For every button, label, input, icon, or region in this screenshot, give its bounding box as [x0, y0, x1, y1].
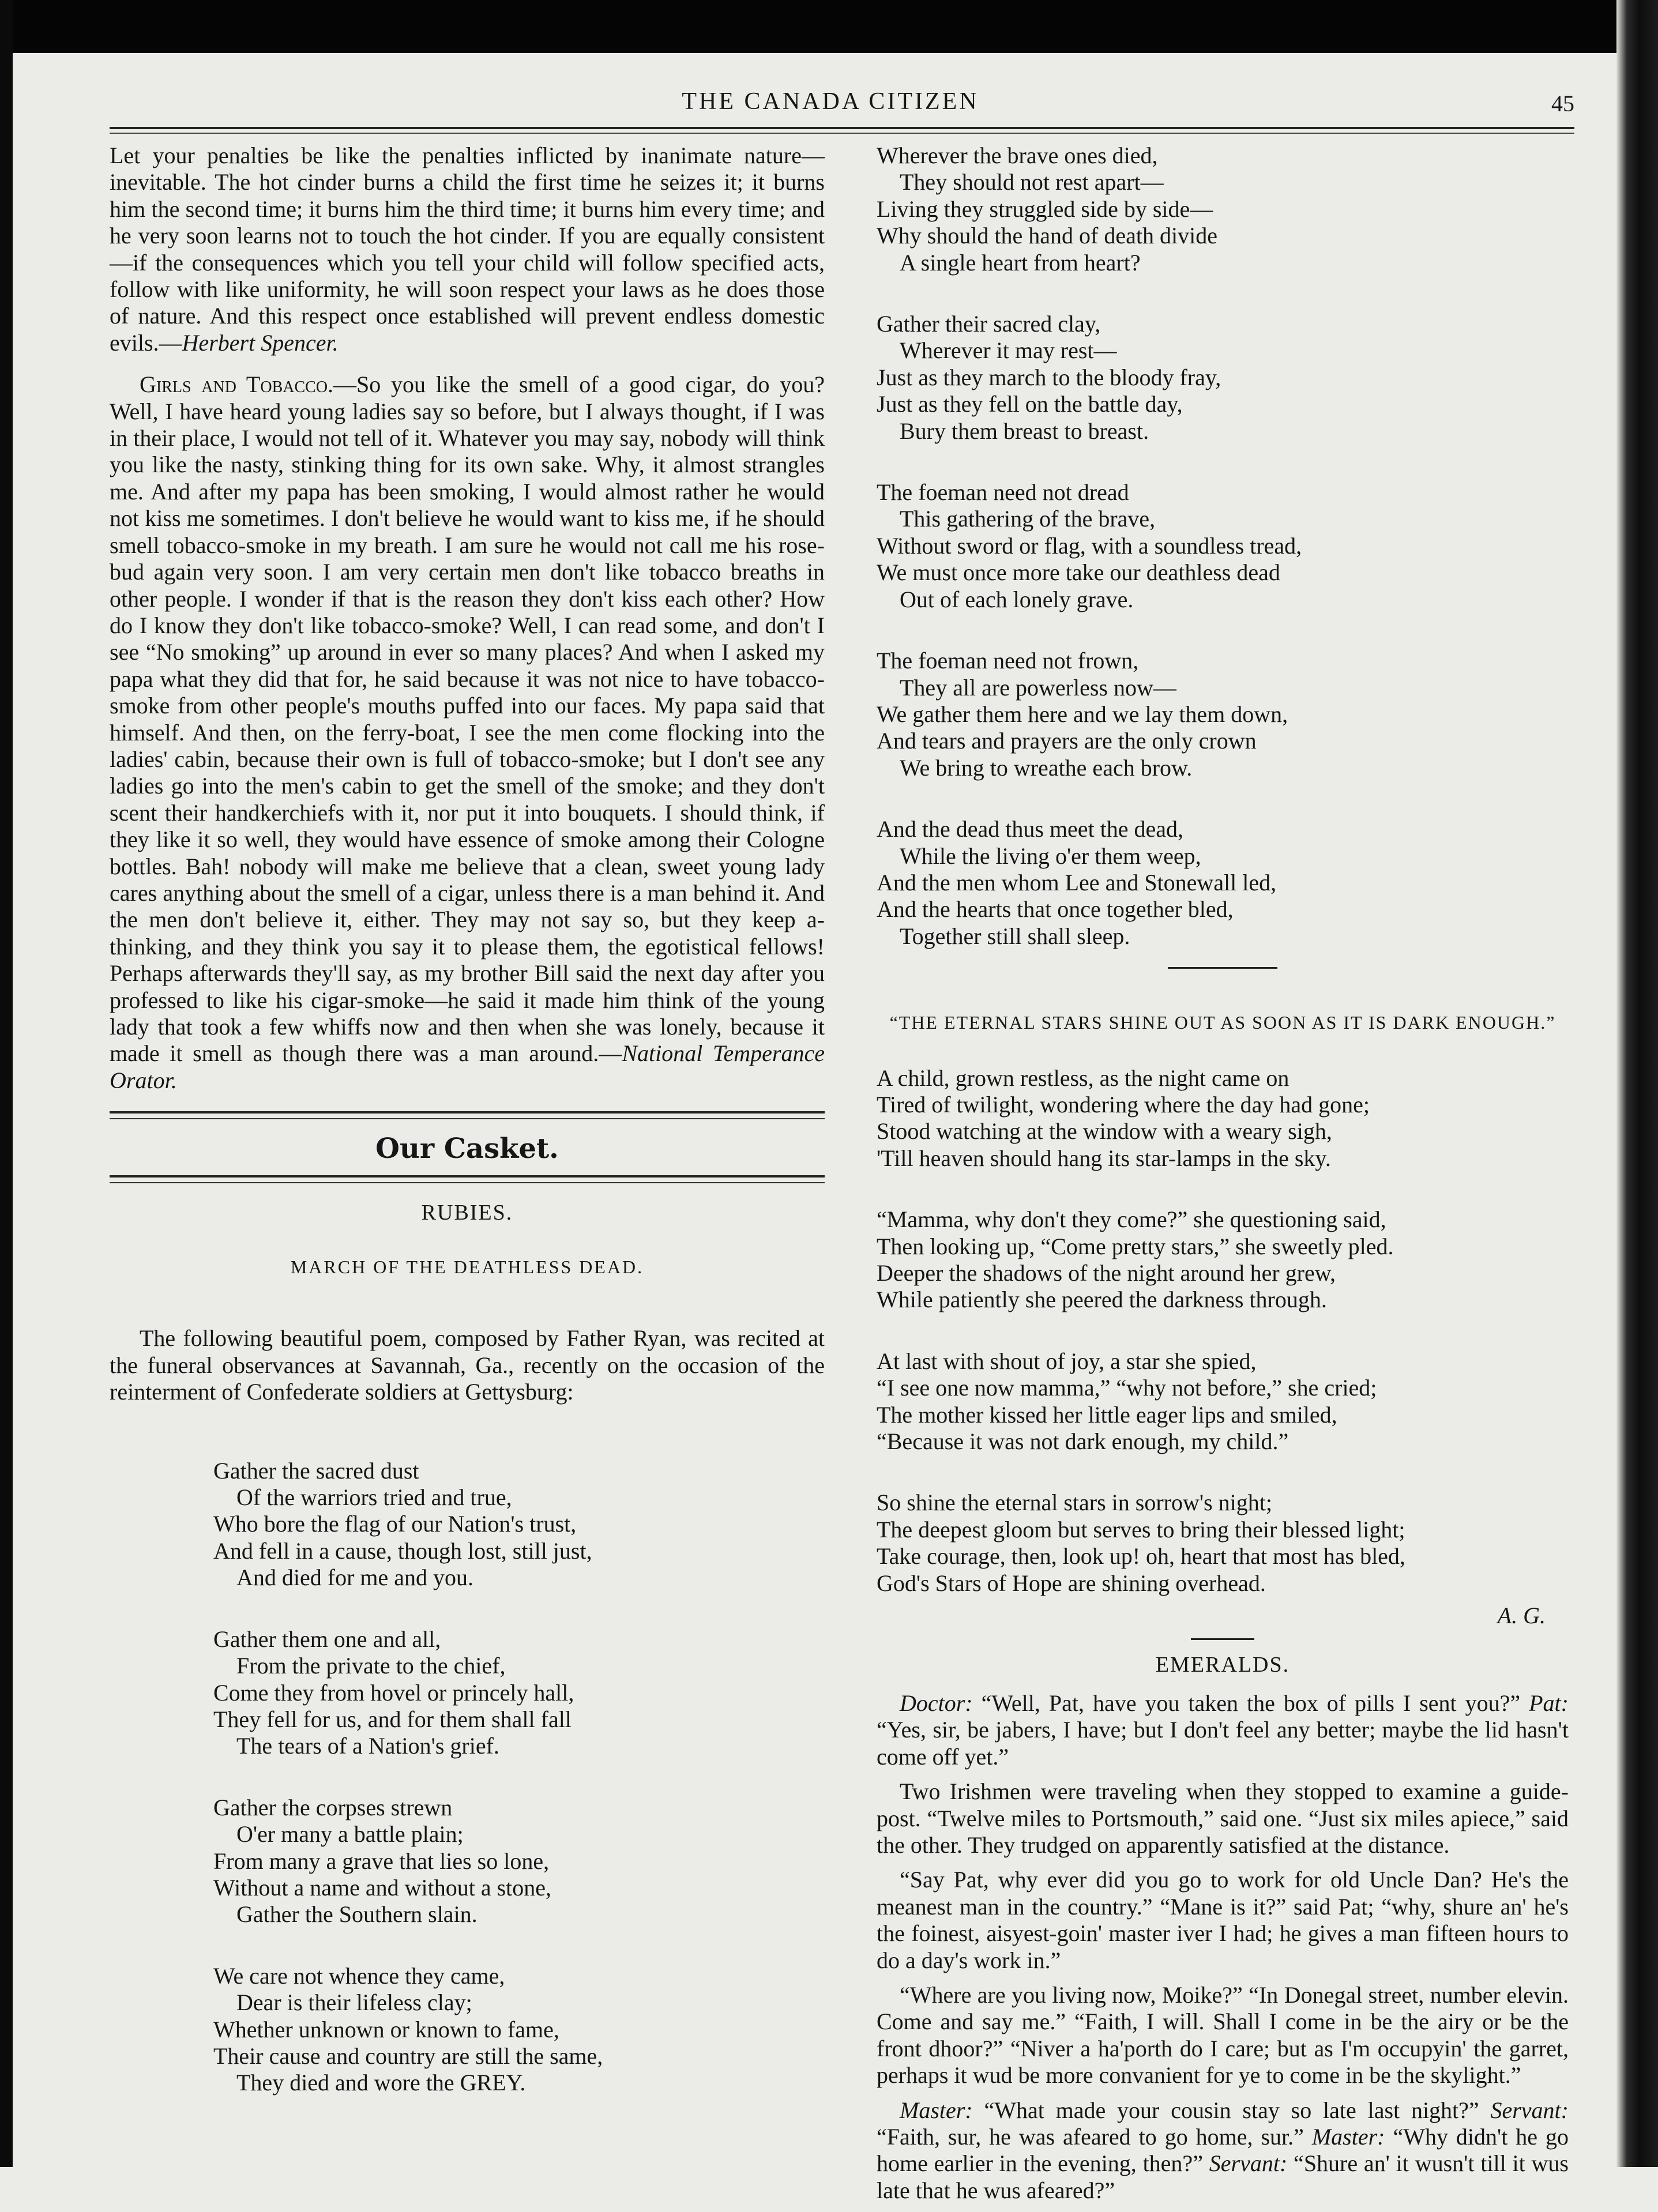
poem-stanza	[877, 1489, 1569, 1597]
poem-line: Just as they march to the bloody fray,	[877, 364, 1221, 390]
page-number: 45	[1551, 91, 1574, 116]
newspaper-page	[87, 53, 1574, 2203]
poem-line: “I see one now mamma,” “why not before,” she cried;	[877, 1375, 1377, 1401]
joke-paragraph: Doctor: “Well, Pat, have you taken the box of pills I sent you?” Pat: “Yes, sir, be jabers, I have; but I don't feel any better; maybe the lid hasn't come off yet.”	[877, 1690, 1569, 1770]
poem-line: They should not rest apart—	[900, 169, 1164, 195]
poem-line: “Mamma, why don't they come?” she questioning said,	[877, 1206, 1386, 1233]
left-column	[110, 142, 825, 2131]
joke-paragraph: “Say Pat, why ever did you go to work for old Uncle Dan? He's the meanest man in the country.” “Mane is it?” said Pat; “why, shure an' he's the foinest, aisyest-goin' master iver I had; he gives a man fifteen hours to do a day's work in.”	[877, 1867, 1569, 1973]
tobacco-article: Girls and Tobacco.—So you like the smell of a good cigar, do you? Well, I have heard young ladies say so before, but I always thought, if I was in their place, I would not tell of it. Whatever you may say, nobody will think you like the nasty, stinking thing for its own sake. Why, it almost strangles me. And after my papa has been smoking, I would almost rather he would not kiss me sometimes. I don't believe he would want to kiss me, if he should smell tobacco-smoke in my breath. I am sure he would not call me his rose-bud again very soon. I am very certain men don't like tobacco breaths in other people. I wonder if that is the reason they don't kiss each other? How do I know they don't like tobacco-smoke? Well, I can read some, and don't I see “No smoking” up around in ever so many places? And when I asked my papa what they did that for, he said because it was not nice to have tobacco-smoke from other people's mouths puffed into our faces. My papa said that himself. And then, on the ferry-boat, I see the men come flocking into the ladies' cabin, because their own is full of tobacco-smoke; but I don't see any ladies go into the men's cabin to get the smell of the smoke; and they don't scent their handkerchiefs with it, nor put it into bouquets. I should think, if they like it so well, they would have essence of smoke among their Cologne bottles. Bah! nobody will make me believe that a clean, sweet young lady cares anything about the smell of a cigar, unless there is a man behind it. And the men don't believe it, either. They may not say so, but they keep a-thinking, and they think you say it to please them, the egotistical fellows! Perhaps afterwards they'll say, as my brother Bill said the next day after you professed to like his cigar-smoke—he said it made him think of the young lady that took a few whiffs now and then when she was lonely, because it made it smell as though there was a man around.—National Temperance Orator.	[110, 371, 825, 1093]
poem-line: While patiently she peered the darkness through.	[877, 1286, 1327, 1313]
poem-line: Gather the Southern slain.	[236, 1901, 478, 1928]
poem-line: Wherever the brave ones died,	[877, 142, 1158, 168]
poem-stanza	[877, 1348, 1569, 1455]
poem-line: Why should the hand of death divide	[877, 223, 1217, 249]
poem-line: Living they struggled side by side—	[877, 195, 1213, 222]
poem-line: They died and wore the GREY.	[236, 2070, 526, 2096]
poem-line: Out of each lonely grave.	[900, 586, 1134, 612]
poem-line: Then looking up, “Come pretty stars,” she sweetly pled.	[877, 1233, 1394, 1259]
poem-line: While the living o'er them weep,	[900, 842, 1201, 869]
spencer-paragraph: Let your penalties be like the penalties inflicted by inanimate nature—inevitable. The hot cinder burns a child the first time he seizes it; it burns him the second time; it burns him the third time; it burns him every time; and he very soon learns not to touch the hot cinder. If you are equally consistent—if the consequences which you tell your child will follow specified acts, follow with like uniformity, he will soon respect your laws as he does those of nature. And this respect once established will prevent endless domestic evils.—Herbert Spencer.	[110, 142, 825, 356]
poem-stanza	[877, 1065, 1569, 1172]
poem-line: And tears and prayers are the only crown	[877, 728, 1257, 754]
poem-line: Wherever it may rest—	[900, 337, 1117, 364]
poem-stanza	[213, 1963, 825, 2097]
tobacco-attribution: National Temperance Orator.	[110, 1040, 825, 1093]
poem-stanza	[877, 142, 1569, 276]
section-divider	[1191, 1638, 1254, 1640]
poem-stanza	[877, 479, 1569, 613]
poem-line: Of the warriors tried and true,	[236, 1484, 512, 1511]
poem-line: We gather them here and we lay them down,	[877, 701, 1288, 727]
poem-line: So shine the eternal stars in sorrow's night;	[877, 1489, 1272, 1516]
scan-border-right	[1616, 0, 1658, 2167]
poem-line: We must once more take our deathless dead	[877, 559, 1280, 586]
poem-line: The foeman need not frown,	[877, 648, 1139, 674]
poem-line: Tired of twilight, wondering where the day had gone;	[877, 1091, 1370, 1118]
section-rule	[110, 1111, 825, 1113]
tobacco-heading: Girls and Tobacco.	[140, 371, 334, 398]
joke-paragraph: Master: “What made your cousin stay so late last night?” Servant: “Faith, sur, he was afeared to go home, sur.” Master: “Why didn't he go home earlier in the evening, then?” Servant: “Shure an' it wusn't till it wus late that he wus afeared?”	[877, 2097, 1569, 2203]
section-rule	[110, 1175, 825, 1178]
department-title: Our Casket.	[375, 1133, 559, 1165]
header-rule	[110, 127, 1574, 129]
poem-line: Just as they fell on the battle day,	[877, 391, 1183, 417]
joke-paragraph: “Where are you living now, Moike?” “In Donegal street, number elevin. Come and say me.” “Faith, I will. Shall I come in be the airy or be the front dhoor?” “Niver a ha'porth do I care; but as I'm occupyin' the garret, perhaps it wud be more convanient for ye to come in be the skylight.”	[877, 1981, 1569, 2089]
header-rule-thin	[110, 133, 1574, 134]
poem-line: “Because it was not dark enough, my child.”	[877, 1428, 1289, 1455]
poem-line: This gathering of the brave,	[900, 506, 1156, 532]
poem-line: Dear is their lifeless clay;	[236, 1989, 472, 2016]
poem-signature: A. G.	[1497, 1602, 1546, 1629]
poem-line: And died for me and you.	[236, 1564, 474, 1591]
poem-stanza	[213, 1795, 825, 1928]
poem-line: The mother kissed her little eager lips and smiled,	[877, 1401, 1337, 1428]
poem-line: A single heart from heart?	[900, 249, 1141, 276]
section-rule-thin	[110, 1118, 825, 1119]
poem-line: Deeper the shadows of the night around her grew,	[877, 1260, 1336, 1286]
poem-line: Gather them one and all,	[213, 1626, 441, 1652]
poem-line: Without sword or flag, with a soundless tread,	[877, 532, 1302, 559]
poem-line: And the dead thus meet the dead,	[877, 816, 1184, 842]
poem-line: Gather the corpses strewn	[213, 1794, 453, 1820]
poem-line: They fell for us, and for them shall fall	[213, 1706, 572, 1732]
poem-stanza	[213, 1458, 825, 1592]
poem-stanza	[877, 1206, 1569, 1314]
poem-line: Take courage, then, look up! oh, heart that most has bled,	[877, 1543, 1405, 1570]
poem-line: At last with shout of joy, a star she spied,	[877, 1348, 1257, 1374]
poem-line: Bury them breast to breast.	[900, 417, 1149, 444]
poem-line: Whether unknown or known to fame,	[213, 2016, 559, 2042]
poem-line: And the men whom Lee and Stonewall led,	[877, 869, 1277, 896]
stars-poem	[877, 1065, 1569, 1630]
emeralds-heading: EMERALDS.	[1155, 1653, 1290, 1677]
poem-stanza	[877, 648, 1569, 781]
poem-line: From many a grave that lies so lone,	[213, 1848, 550, 1874]
scan-border-left	[0, 0, 13, 2167]
poem-intro: The following beautiful poem, composed by Father Ryan, was recited at the funeral observances at Savannah, Ga., recently on the occasion of the reinterment of Confederate soldiers at Gettysburg:	[110, 1325, 825, 1405]
section-divider	[1168, 967, 1277, 969]
poem-left	[213, 1458, 825, 2097]
poem-line: Without a name and without a stone,	[213, 1874, 552, 1901]
poem-line: Gather the sacred dust	[213, 1457, 419, 1484]
poem-stanza	[877, 816, 1569, 950]
poem-stanza	[877, 311, 1569, 445]
poem-line: Gather their sacred clay,	[877, 311, 1101, 337]
poem-line: The deepest gloom but serves to bring their blessed light;	[877, 1516, 1405, 1543]
poem-line: The tears of a Nation's grief.	[236, 1733, 499, 1759]
poem-right	[877, 142, 1569, 950]
right-column	[877, 142, 1569, 2212]
spencer-attribution: Herbert Spencer.	[182, 329, 339, 356]
joke-paragraph: Two Irishmen were traveling when they stopped to examine a guide-post. “Twelve miles to Portsmouth,” said one. “Just six miles apiece,” said the other. They trudged on apparently satisfied at the distance.	[877, 1778, 1569, 1858]
poem-line: And fell in a cause, though lost, still just,	[213, 1537, 592, 1564]
poem-line: A child, grown restless, as the night came on	[877, 1064, 1289, 1091]
running-head: THE CANADA CITIZEN	[682, 88, 979, 115]
poem-title: MARCH OF THE DEATHLESS DEAD.	[290, 1257, 644, 1278]
poem-line: God's Stars of Hope are shining overhead.	[877, 1570, 1266, 1596]
poem-stanza	[213, 1626, 825, 1760]
scan-border-top	[0, 0, 1658, 53]
poem-line: The foeman need not dread	[877, 479, 1129, 506]
poem-line: Stood watching at the window with a weary sigh,	[877, 1118, 1332, 1145]
poem-line: From the private to the chief,	[236, 1653, 506, 1679]
poem-line: Come they from hovel or princely hall,	[213, 1679, 574, 1706]
poem-line: Together still shall sleep.	[900, 923, 1130, 949]
poem-line: O'er many a battle plain;	[236, 1821, 464, 1848]
stars-poem-title: “THE ETERNAL STARS SHINE OUT AS SOON AS IT IS DARK ENOUGH.”	[889, 1012, 1556, 1033]
poem-line: Who bore the flag of our Nation's trust,	[213, 1511, 577, 1537]
section-rule-thin	[110, 1182, 825, 1183]
rubies-heading: RUBIES.	[421, 1200, 513, 1225]
poem-line: We care not whence they came,	[213, 1962, 505, 1989]
poem-line: They all are powerless now—	[900, 674, 1176, 701]
poem-line: Their cause and country are still the same,	[213, 2042, 603, 2069]
poem-line: 'Till heaven should hang its star-lamps in the sky.	[877, 1145, 1331, 1171]
poem-line: We bring to wreathe each brow.	[900, 754, 1193, 781]
poem-line: And the hearts that once together bled,	[877, 896, 1234, 923]
